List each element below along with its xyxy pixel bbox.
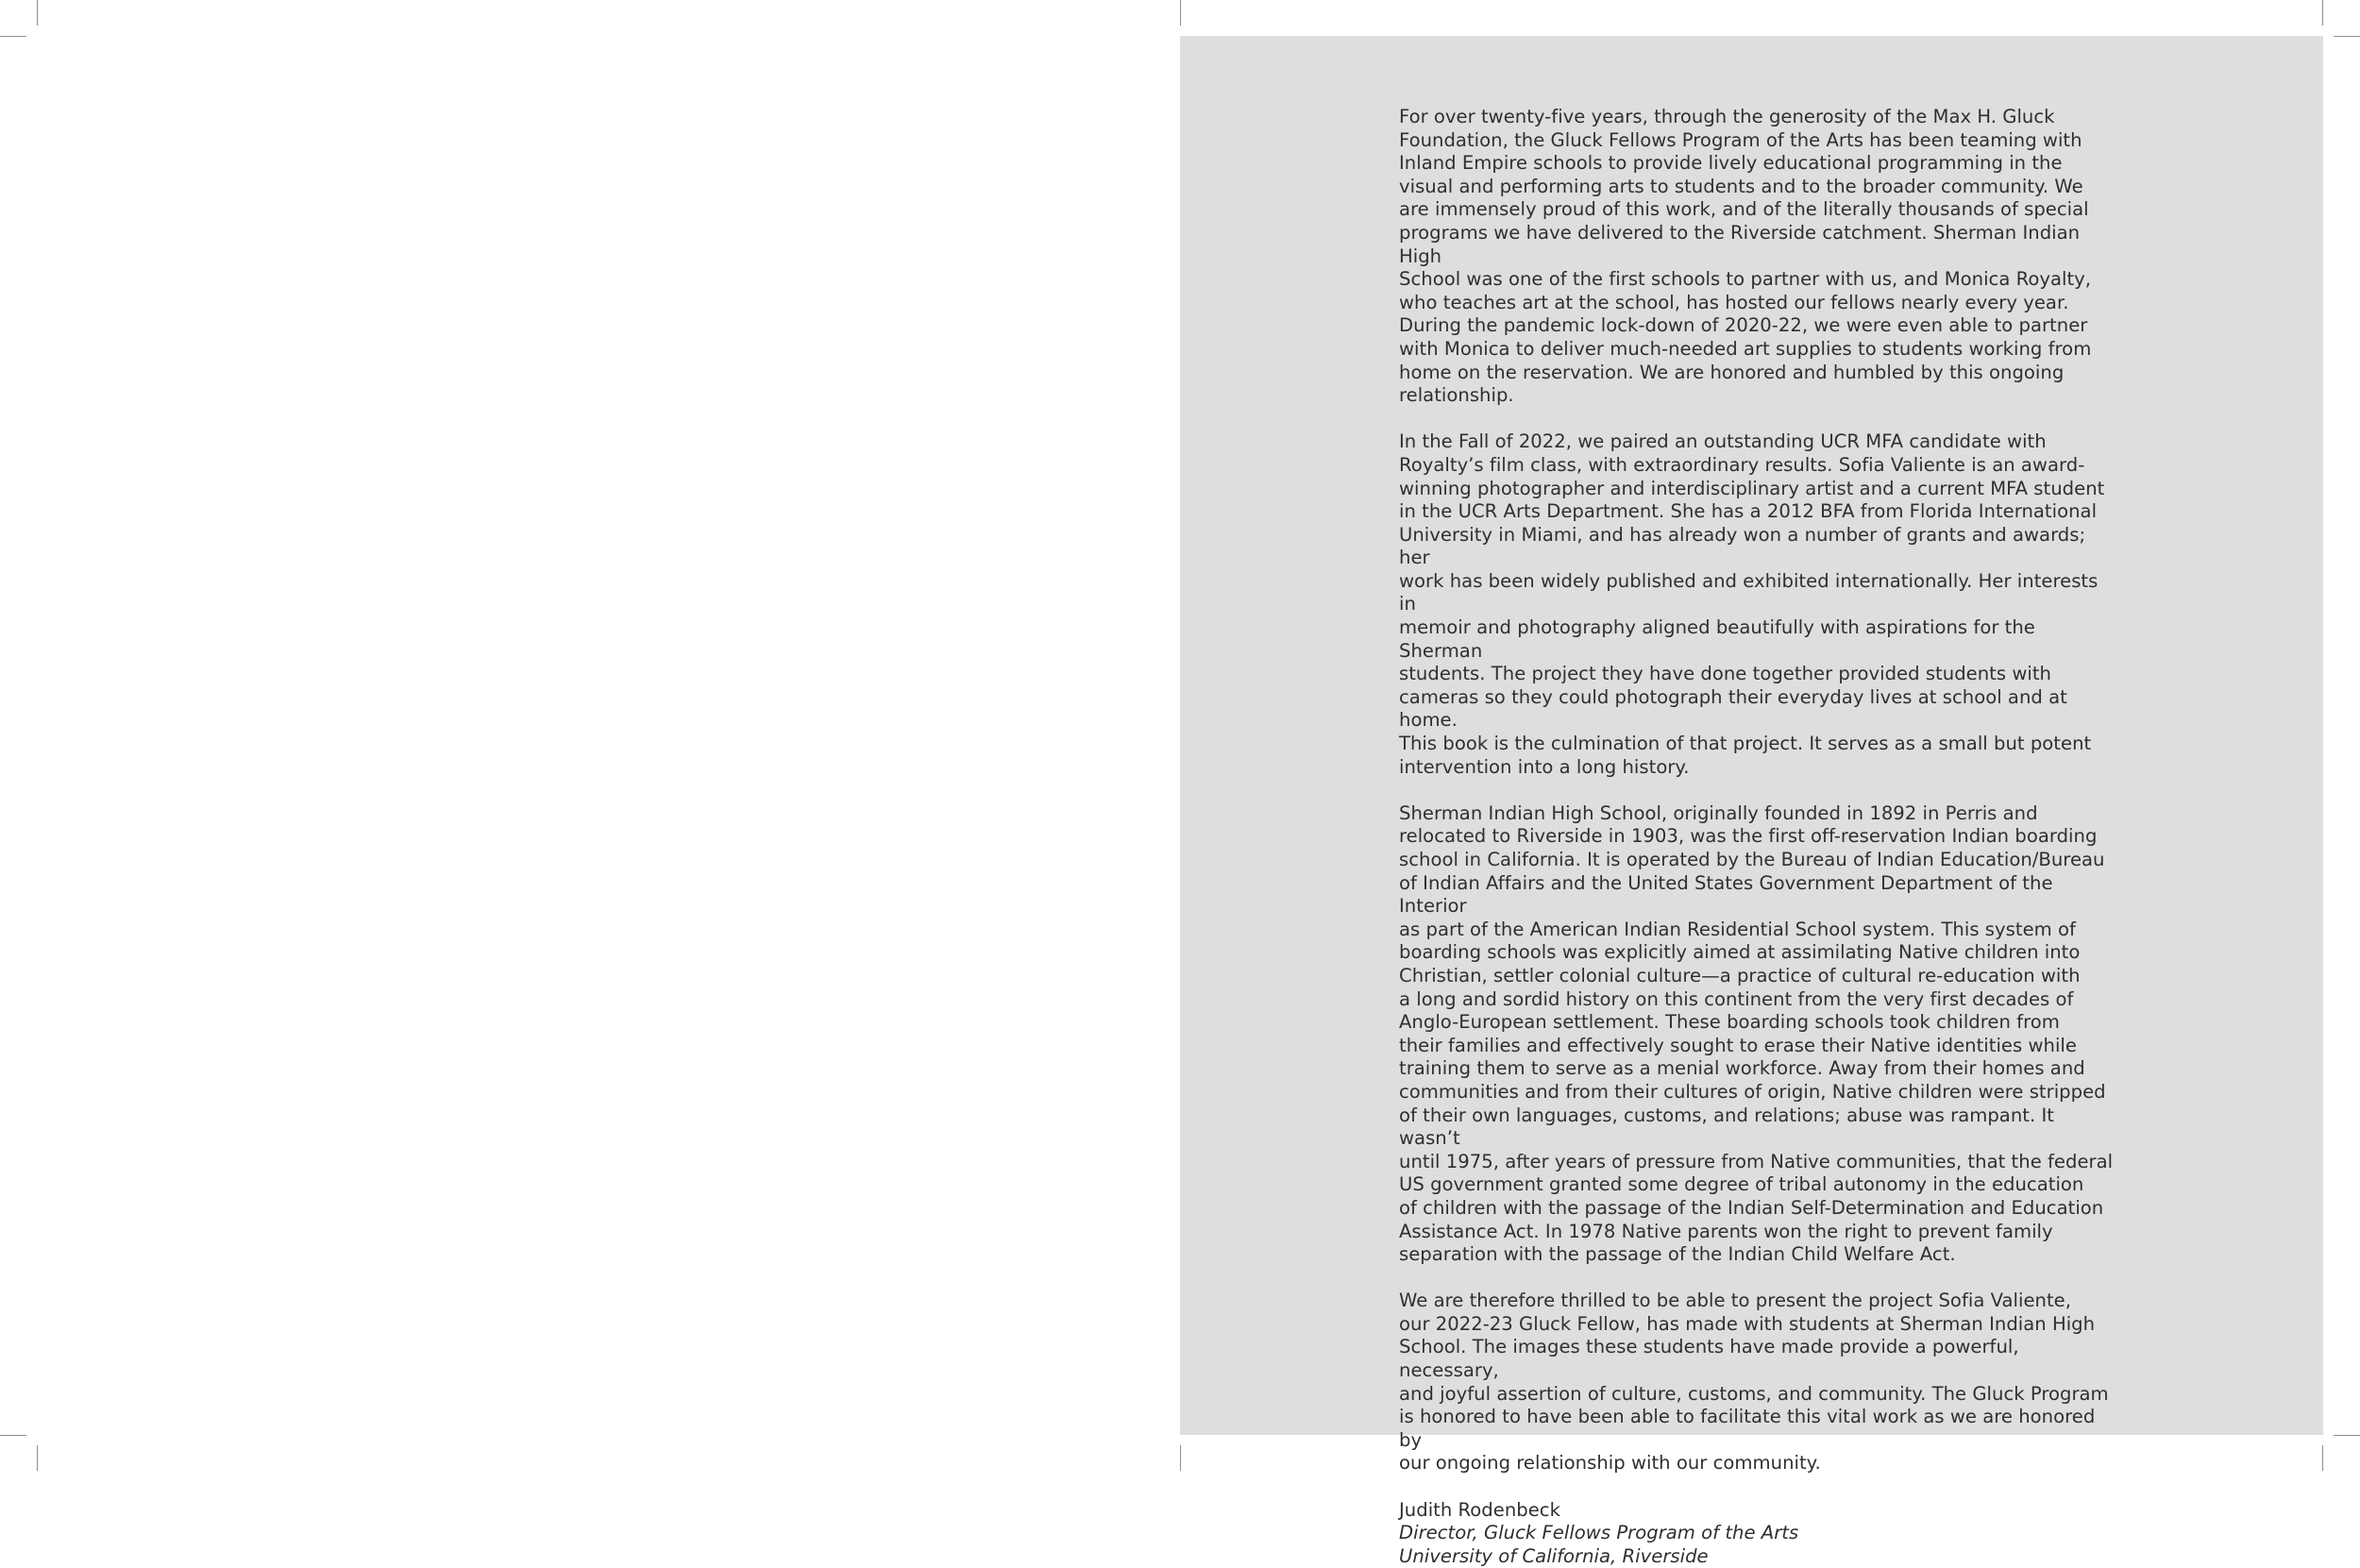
signature-name: Judith Rodenbeck xyxy=(1399,1498,1560,1521)
paragraph-4: We are therefore thrilled to be able to present the project Sofia Valiente, our 2022-23 Gluck Fellow, has made with students at Sherman Indian High School. The images these students have made provide a powerful, necessary, and joyful assertion of culture, customs, and community. The Gluck Program is honored to have been able to facilitate this vital work as we are honored by our ongoing relationship with our community. xyxy=(1399,1290,2109,1475)
signature-block xyxy=(1399,1499,2116,1568)
crop-mark-bottom-center-vertical xyxy=(1180,1445,1181,1471)
crop-mark-top-left-horizontal xyxy=(0,36,26,37)
text-page xyxy=(1180,36,2323,1567)
paragraph-3: Sherman Indian High School, originally founded in 1892 in Perris and relocated to Riverside in 1903, was the first off-reservation Indian boarding school in California. It is operated by the Bureau of Indian Education/Bureau of Indian Affairs and the United States Government Department of the Interior as part of the American Indian Residential School system. This system of boarding schools was explicitly aimed at assimilating Native children into Christian, settler colonial culture—a practice of cultural re-education with a long and sordid history on this continent from the very first decades of Anglo-European settlement. These boarding schools took children from their families and effectively sought to erase their Native identities while training them to serve as a menial workforce. Away from their homes and communities and from their cultures of origin, Native children were stripped of their own languages, customs, and relations; abuse was rampant. It wasn’t until 1975, after years of pressure from Native communities, that the federal US government granted some degree of tribal autonomy in the education of children with the passage of the Indian Self-Determination and Education Assistance Act. In 1978 Native parents won the right to prevent family separation with the passage of the Indian Child Welfare Act. xyxy=(1399,801,2114,1266)
crop-mark-top-right-horizontal xyxy=(2334,36,2360,37)
blank-left-page xyxy=(38,36,1180,1435)
crop-mark-bottom-left-horizontal xyxy=(0,1435,26,1436)
letter-text-column xyxy=(1399,106,2116,1568)
crop-mark-top-left-vertical xyxy=(37,0,38,25)
crop-mark-top-right-vertical xyxy=(2322,0,2323,25)
signature-affiliation: University of California, Riverside xyxy=(1399,1544,1709,1567)
crop-mark-bottom-left-vertical xyxy=(37,1445,38,1471)
crop-mark-bottom-right-vertical xyxy=(2322,1445,2323,1471)
signature-title: Director, Gluck Fellows Program of the Arts xyxy=(1399,1522,1799,1544)
paragraph-1: For over twenty-five years, through the generosity of the Max H. Gluck Foundation, the Gluck Fellows Program of the Arts has been teaming with Inland Empire schools to provide lively educational programming in the visual and performing arts to students and to the broader community. We are immensely proud of this work, and of the literally thousands of special programs we have delivered to the Riverside catchment. Sherman Indian High School was one of the first schools to partner with us, and Monica Royalty, who teaches art at the school, has hosted our fellows nearly every year. During the pandemic lock-down of 2020-22, we were even able to partner with Monica to deliver much-needed art supplies to students working from home on the reservation. We are honored and humbled by this ongoing relationship. xyxy=(1399,106,2092,407)
paragraph-2: In the Fall of 2022, we paired an outstanding UCR MFA candidate with Royalty’s film class, with extraordinary results. Sofia Valiente is an award- winning photographer and interdisciplinary artist and a current MFA student in the UCR Arts Department. She has a 2012 BFA from Florida International University in Miami, and has already won a number of grants and awards; her work has been widely published and exhibited internationally. Her interests in memoir and photography aligned beautifully with aspirations for the Sherman students. The project they have done together provided students with cameras so they could photograph their everyday lives at school and at home. This book is the culmination of that project. It serves as a small but potent intervention into a long history. xyxy=(1399,430,2105,778)
crop-mark-top-center-vertical xyxy=(1180,0,1181,25)
crop-mark-bottom-right-horizontal xyxy=(2334,1435,2360,1436)
